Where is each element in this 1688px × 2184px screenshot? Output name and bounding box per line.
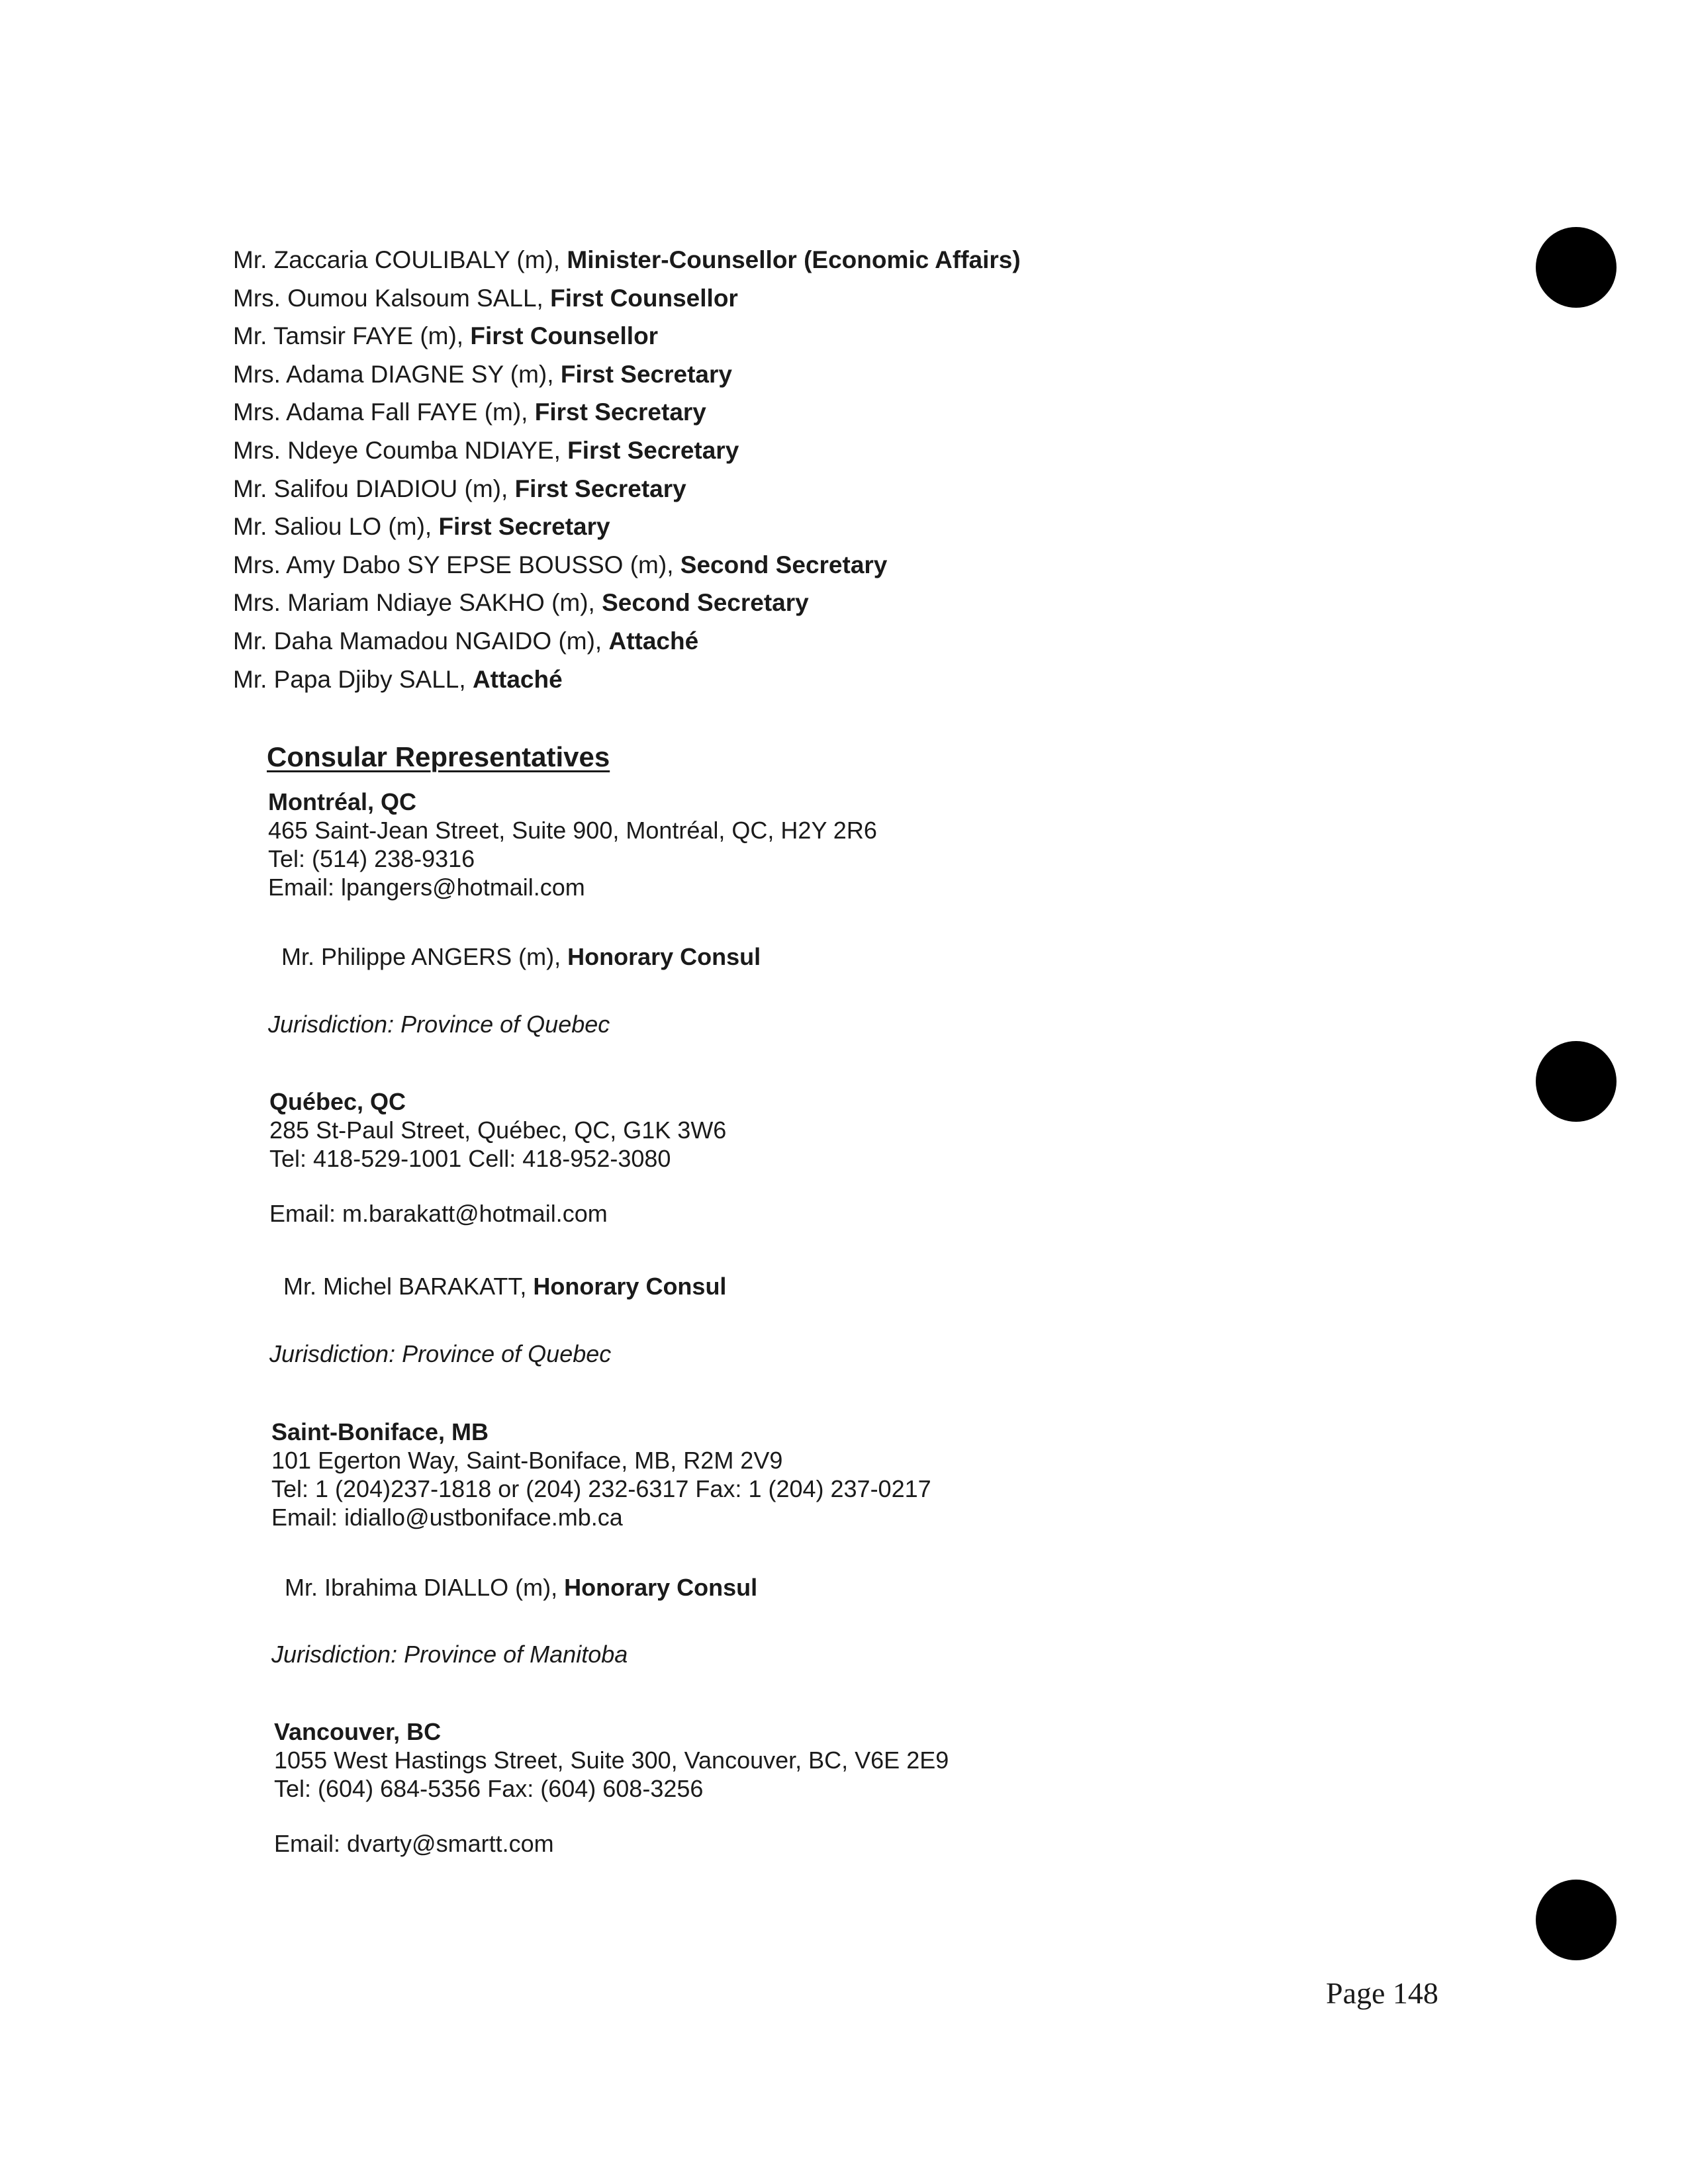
staff-name: Mrs. Oumou Kalsoum SALL, [233, 284, 551, 312]
office-jurisdiction: Jurisdiction: Province of Manitoba [271, 1641, 628, 1668]
staff-entry [233, 393, 1021, 432]
consul-entry [283, 1272, 726, 1300]
staff-title: Attaché [608, 627, 699, 655]
punch-hole [1536, 1880, 1617, 1960]
staff-title: First Secretary [567, 436, 739, 464]
consul-role: Honorary Consul [533, 1273, 727, 1300]
consular-representatives-heading: Consular Representatives [267, 741, 610, 772]
staff-title: First Counsellor [470, 322, 659, 350]
consul-role: Honorary Consul [567, 943, 761, 970]
punch-hole [1536, 227, 1617, 308]
office-address: 285 St-Paul Street, Québec, QC, G1K 3W6 [269, 1116, 727, 1144]
staff-name: Mr. Saliou LO (m), [233, 513, 439, 541]
consul-name: Mr. Ibrahima DIALLO (m), [285, 1574, 565, 1601]
office-email: Email: dvarty@smartt.com [274, 1830, 554, 1857]
staff-title: First Counsellor [550, 284, 738, 312]
office-tel: Tel: (514) 238-9316 [268, 845, 475, 872]
staff-entry [233, 317, 1021, 355]
staff-entry [233, 355, 1021, 394]
office-vancouver [274, 1717, 949, 1858]
staff-title: Minister-Counsellor (Economic Affairs) [567, 246, 1021, 273]
consul-name: Mr. Philippe ANGERS (m), [281, 943, 568, 970]
staff-entry [233, 546, 1021, 584]
office-montreal [268, 788, 877, 901]
consul-role: Honorary Consul [564, 1574, 758, 1601]
office-city: Vancouver, BC [274, 1718, 442, 1745]
office-city: Saint-Boniface, MB [271, 1418, 489, 1445]
office-email: Email: m.barakatt@hotmail.com [269, 1200, 608, 1227]
office-jurisdiction: Jurisdiction: Province of Quebec [268, 1011, 610, 1038]
staff-name: Mr. Zaccaria COULIBALY (m), [233, 246, 567, 273]
staff-name: Mr. Tamsir FAYE (m), [233, 322, 471, 350]
office-address: 465 Saint-Jean Street, Suite 900, Montréal, QC, H2Y 2R6 [268, 817, 877, 844]
staff-entry [233, 279, 1021, 318]
staff-title: First Secretary [560, 360, 732, 388]
staff-title: First Secretary [438, 513, 610, 541]
staff-name: Mr. Papa Djiby SALL, [233, 665, 473, 693]
staff-title: Attaché [472, 665, 563, 693]
staff-name: Mr. Salifou DIADIOU (m), [233, 475, 515, 502]
staff-entry [233, 508, 1021, 546]
staff-entry [233, 432, 1021, 470]
staff-name: Mrs. Mariam Ndiaye SAKHO (m), [233, 589, 602, 617]
office-quebec [269, 1087, 726, 1228]
staff-entry [233, 622, 1021, 660]
office-city: Montréal, QC [268, 788, 417, 815]
consul-name: Mr. Michel BARAKATT, [283, 1273, 534, 1300]
office-saint-boniface [271, 1418, 931, 1531]
office-tel: Tel: 1 (204)237-1818 or (204) 232-6317 Fax: 1 (204) 237-0217 [271, 1475, 931, 1502]
consul-entry [281, 942, 761, 971]
staff-title: Second Secretary [680, 551, 888, 578]
punch-hole [1536, 1041, 1617, 1122]
staff-name: Mrs. Ndeye Coumba NDIAYE, [233, 436, 568, 464]
staff-list [233, 241, 1021, 698]
office-jurisdiction: Jurisdiction: Province of Quebec [269, 1340, 612, 1367]
staff-name: Mr. Daha Mamadou NGAIDO (m), [233, 627, 609, 655]
office-tel: Tel: (604) 684-5356 Fax: (604) 608-3256 [274, 1775, 704, 1802]
staff-entry [233, 470, 1021, 508]
staff-name: Mrs. Amy Dabo SY EPSE BOUSSO (m), [233, 551, 680, 578]
office-tel: Tel: 418-529-1001 Cell: 418-952-3080 [269, 1145, 671, 1172]
staff-entry [233, 660, 1021, 699]
office-address: 101 Egerton Way, Saint-Boniface, MB, R2M 2V9 [271, 1447, 783, 1474]
office-address: 1055 West Hastings Street, Suite 300, Vancouver, BC, V6E 2E9 [274, 1747, 949, 1774]
staff-name: Mrs. Adama Fall FAYE (m), [233, 398, 535, 426]
office-city: Québec, QC [269, 1088, 406, 1115]
office-email: Email: lpangers@hotmail.com [268, 874, 585, 901]
staff-title: First Secretary [514, 475, 686, 502]
consul-entry [285, 1573, 757, 1602]
page-number: Page 148 [1326, 1976, 1438, 2010]
staff-title: Second Secretary [602, 589, 809, 617]
office-email: Email: idiallo@ustboniface.mb.ca [271, 1504, 623, 1531]
staff-title: First Secretary [534, 398, 706, 426]
staff-entry [233, 241, 1021, 279]
staff-entry [233, 584, 1021, 622]
staff-name: Mrs. Adama DIAGNE SY (m), [233, 360, 561, 388]
